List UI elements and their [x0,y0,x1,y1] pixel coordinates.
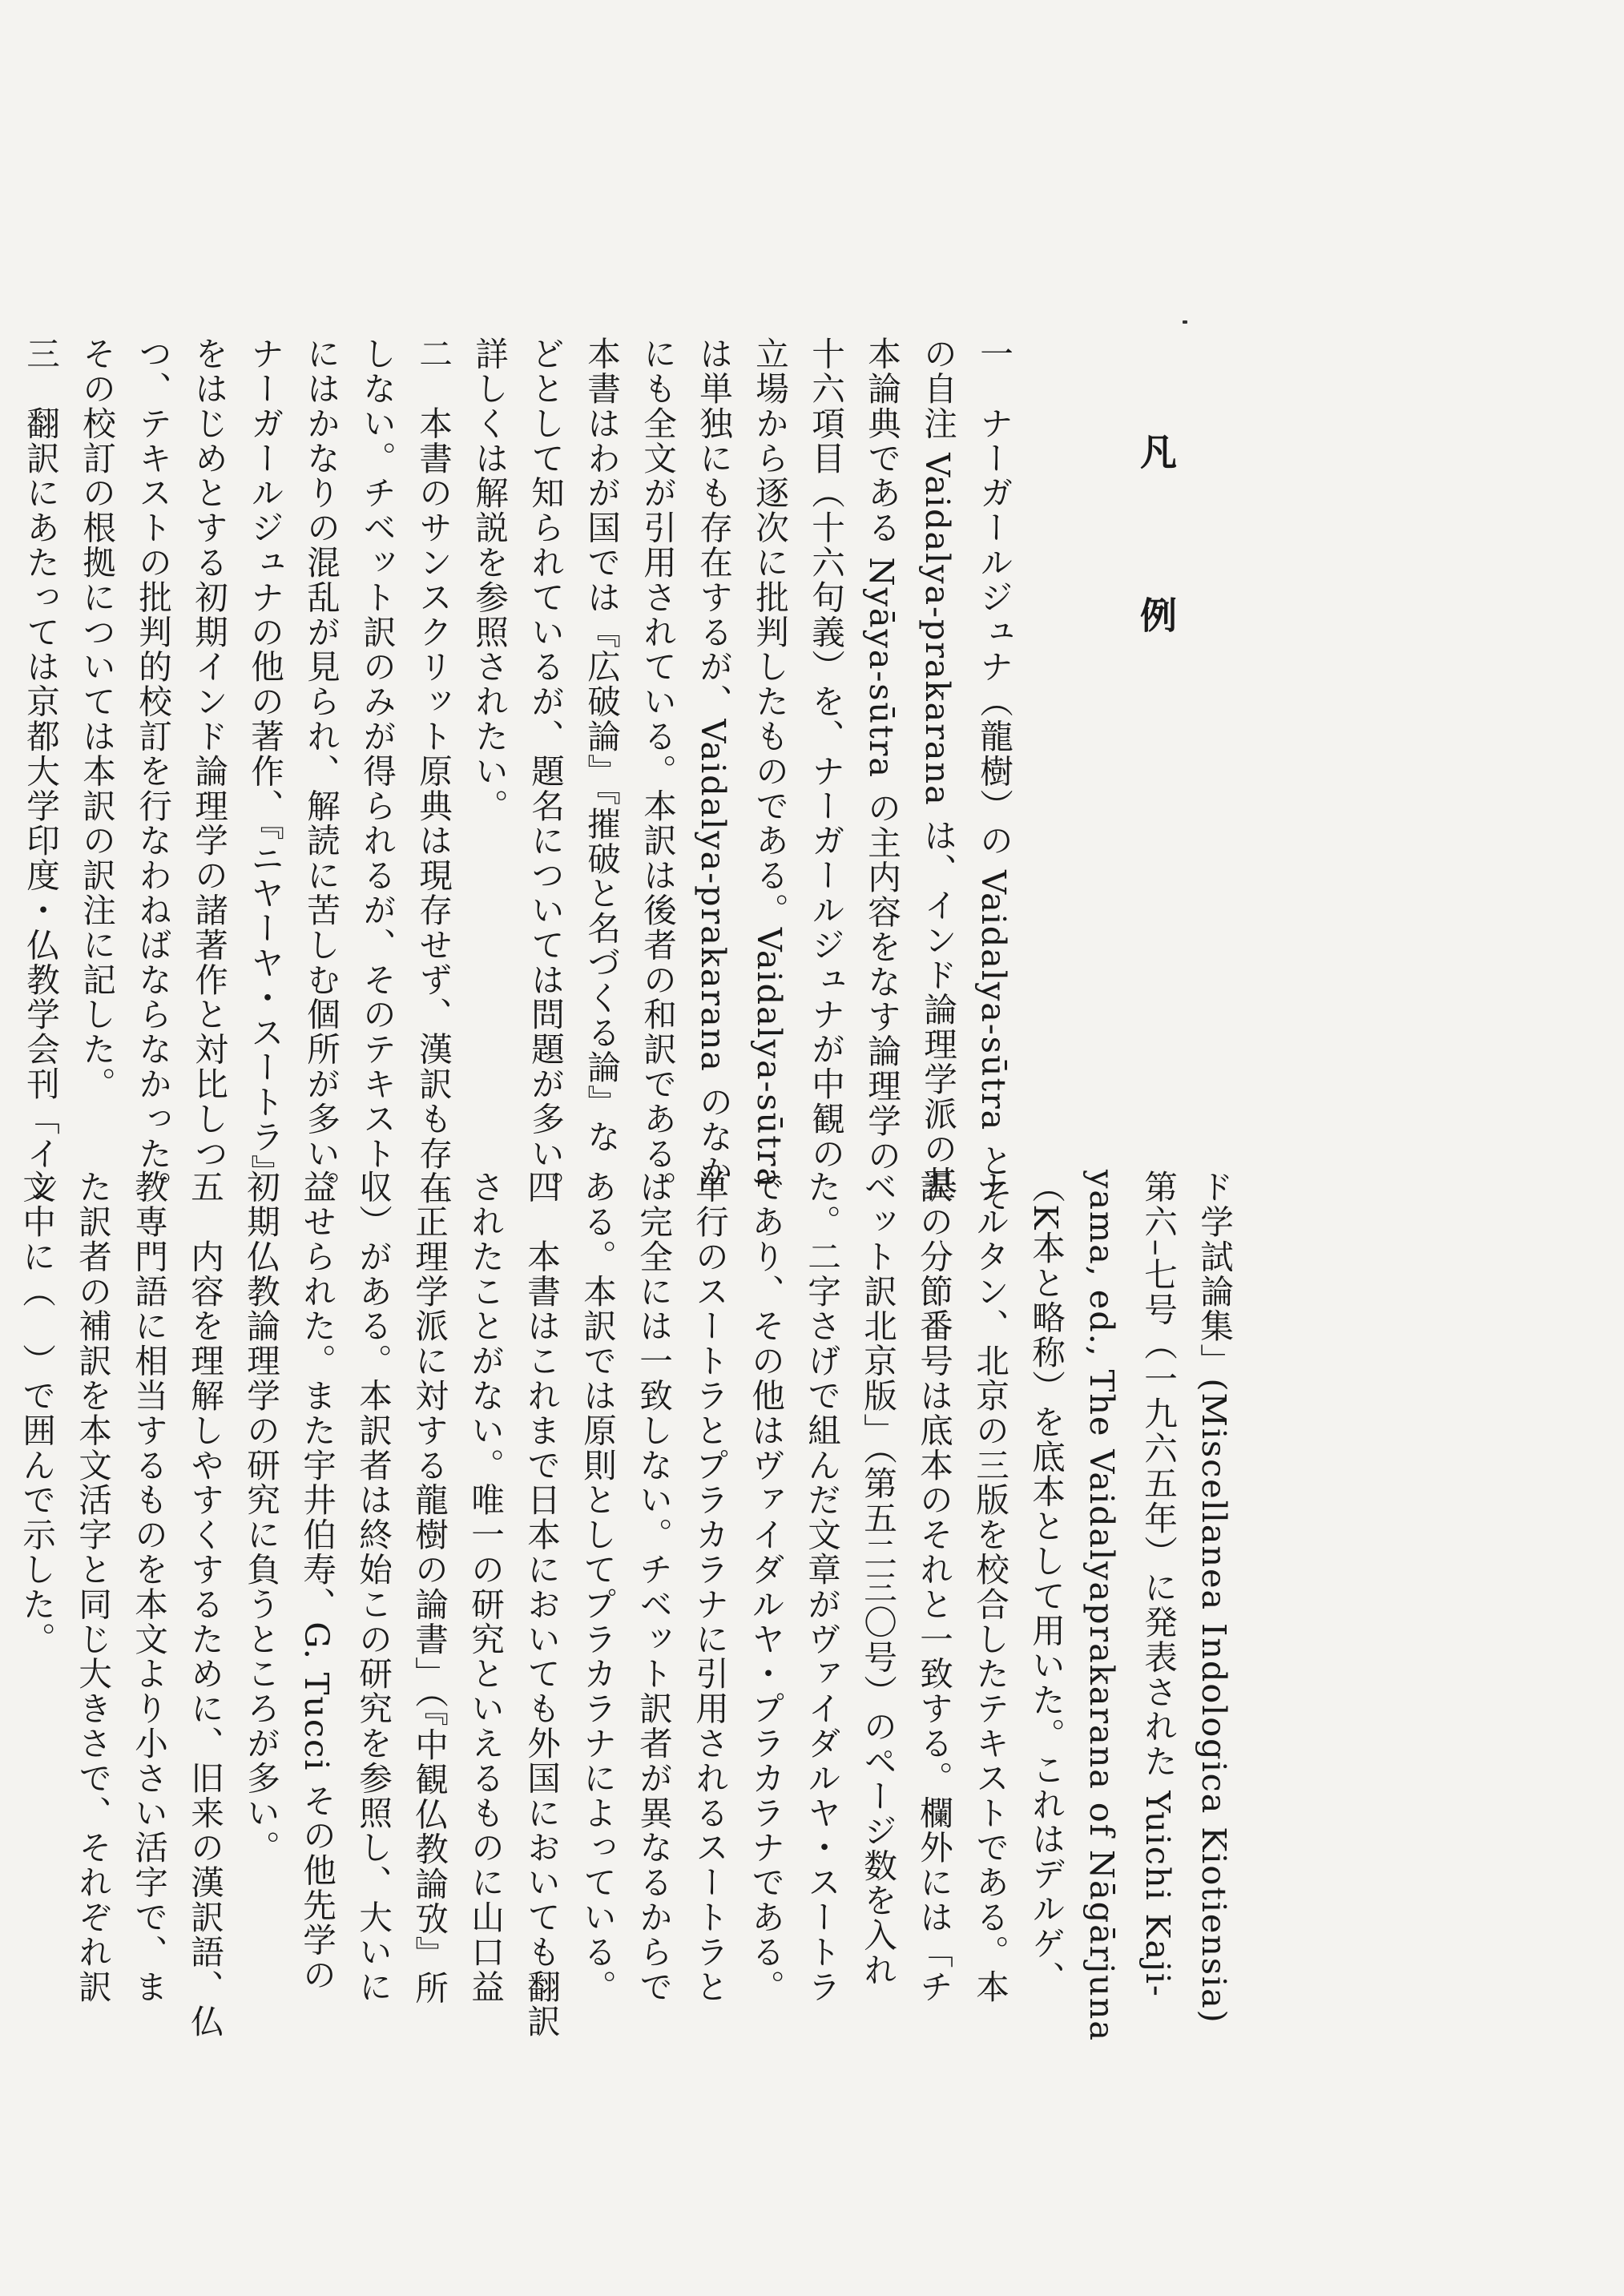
text-column: 立場から逐次に批判したものである。Vaidalya-sūtra [750,336,789,1189]
text-column: 単行のスートラとプラカラナに引用されるスートラと [690,1170,729,2004]
text-column: 「正理学派に対する龍樹の論書」（『中観仏教論攷』所 [409,1170,449,2006]
text-column: その校訂の根拠については本訳の訳注に記した。 [77,336,116,1102]
text-column: 本論典である Nyāya-sūtra の主内容をなす論理学の [862,336,901,1174]
text-column: 二 本書のサンスクリット原典は現存せず、漢訳も存在 [413,336,453,1206]
text-column: 四 本書はこれまで日本においても外国においても翻訳 [522,1170,561,2039]
text-column: つ、テキストの批判的校訂を行なわねばならなかった。 [133,336,172,1206]
text-column: た。二字さげで組んだ文章がヴァイダルヤ・スートラ [802,1170,841,2004]
page-mark [1183,320,1187,324]
text-column: しない。チベット訳のみが得られるが、そのテキスト [357,336,397,1171]
text-column: ド学試論集」(Miscellanea Indologica Kiotiensia) [1195,1170,1234,2024]
text-column: ベット訳北京版」（第五二三〇号）のページ数を入れ [858,1170,897,1988]
text-column: ナルタン、北京の三版を校合したテキストである。本 [970,1170,1009,2004]
text-column: 詳しくは解説を参照されたい。 [469,336,509,824]
text-column: は完全には一致しない。チベット訳者が異なるからで [634,1170,673,2004]
text-column: の自注 Vaidalya-prakarana は、インド論理学派の基 [918,336,957,1202]
page-title: 凡 例 [1134,433,1178,678]
text-column: されたことがない。唯一の研究といえるものに山口益 [465,1170,505,2004]
text-column: 第六–七号（一九六五年）に発表された Yuichi Kaji- [1138,1170,1178,1998]
text-column: ナーガールジュナの他の著作、『ニヤーヤ・スートラ』 [245,336,284,1190]
text-column: 三 翻訳にあたっては京都大学印度・仏教学会刊「イン [21,336,60,1206]
text-column: 文中に（ ）で囲んで示した。 [17,1170,56,1657]
text-column: どとして知られているが、題名については問題が多い。 [526,336,565,1206]
text-column: 教専門語に相当するものを本文より小さい活字で、ま [129,1170,168,2004]
text-column: にはかなりの混乱が見られ、解読に苦しむ個所が多い。 [301,336,341,1206]
text-column: 本書はわが国では『広破論』『摧破と名づくる論』な [582,336,621,1154]
text-column: 益せられた。また宇井伯寿、G. Tucci その他先学の [297,1170,336,1992]
lower-text-block [17,1170,1242,2042]
text-column: であり、その他はヴァイダルヤ・プラカラナである。 [746,1170,785,2004]
upper-text-block [21,336,1022,1213]
text-column: 十六項目（十六句義）を、ナーガールジュナが中観の [806,336,845,1171]
text-column: は単独にも存在するが、Vaidalya-prakarana のなか [694,336,733,1189]
text-column: 初期仏教論理学の研究に負うところが多い。 [241,1170,280,1865]
text-column: にも全文が引用されている。本訳は後者の和訳である。 [638,336,677,1206]
text-column: yama, ed., The Vaidalyaprakarana of Nāgārjuna [1082,1170,1122,2042]
text-column: た訳者の補訳を本文活字と同じ大きさで、それぞれ訳 [73,1170,112,2004]
text-column: 一 ナーガールジュナ（龍樹）の Vaidalya-sūtra とそ [974,336,1013,1213]
text-column: ある。本訳では原則としてプラカラナによっている。 [578,1170,617,2004]
text-column: （K本と略称）を底本として用いた。これはデルゲ、 [1026,1170,1066,1996]
text-column: 五 内容を理解しやすくするために、旧来の漢訳語、仏 [185,1170,224,2039]
text-column: 収）がある。本訳者は終始この研究を参照し、大いに [353,1170,393,2004]
text-column: をはじめとする初期インド論理学の諸著作と対比しつ [189,336,228,1171]
text-column: 訳の分節番号は底本のそれと一致する。欄外には「チ [914,1170,953,2004]
